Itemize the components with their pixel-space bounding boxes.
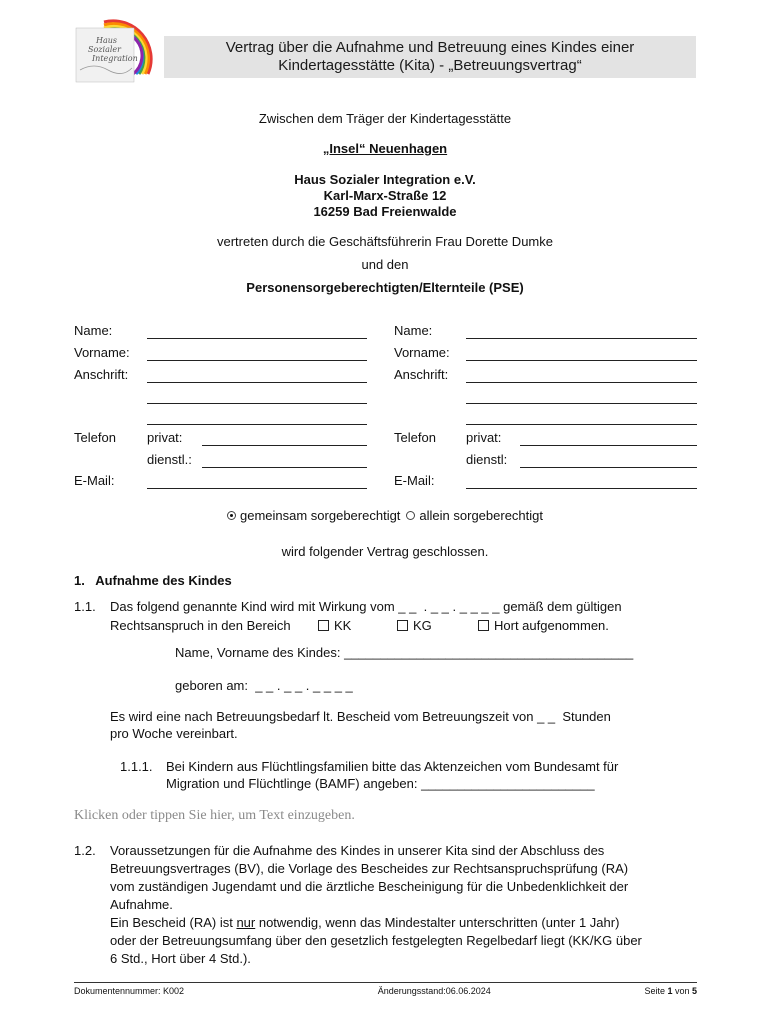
- page-mid: von: [672, 986, 692, 996]
- revision-status: Änderungsstand:06.06.2024: [377, 986, 491, 996]
- checkbox-icon[interactable]: [478, 620, 489, 631]
- email-label-right: E-Mail:: [394, 473, 435, 488]
- name-label-left: Name:: [74, 323, 113, 338]
- logo-text-1: Haus: [96, 36, 118, 45]
- option-kk-label: KK: [334, 618, 352, 633]
- name-label-right: Name:: [394, 323, 433, 338]
- child-name-field[interactable]: Name, Vorname des Kindes: ________________________________________: [175, 645, 634, 660]
- email-label-left: E-Mail:: [74, 473, 115, 488]
- radio-checked-icon[interactable]: [227, 511, 236, 520]
- page-footer: [74, 982, 697, 996]
- privat-label-left: privat:: [147, 430, 183, 445]
- p111-number: 1.1.1.: [120, 759, 153, 774]
- custody-sole-option[interactable]: [406, 508, 543, 523]
- option-kk[interactable]: [318, 617, 351, 635]
- option-kg[interactable]: [397, 617, 432, 635]
- title-line-2: Kindertagesstätte (Kita) - „Betreuungsvertrag“: [278, 57, 582, 74]
- anschrift-label-right: Anschrift:: [394, 367, 449, 382]
- section-1-heading: 1. Aufnahme des Kindes: [74, 573, 232, 588]
- logo-text-3: Integration: [92, 54, 138, 63]
- p12-line-2: Betreuungsvertrages (BV), die Vorlage des Bescheides zur Rechtsanspruchsprüfung (RA): [110, 861, 629, 876]
- vorname-field-left[interactable]: [147, 360, 367, 361]
- document-number: Dokumentennummer: K002: [74, 986, 185, 996]
- logo-text-2: Sozialer: [88, 45, 121, 54]
- custody-sole-label: allein sorgeberechtigt: [419, 508, 543, 523]
- kita-name: „Insel“ Neuenhagen: [322, 141, 448, 156]
- anschrift-field-left-3[interactable]: [147, 424, 367, 425]
- p12-line-5: [110, 914, 700, 932]
- privat-field-left[interactable]: [202, 445, 367, 446]
- checkbox-icon[interactable]: [318, 620, 329, 631]
- vorname-label-left: Vorname:: [74, 345, 130, 360]
- p12-line-5-b: notwendig, wenn das Mindestalter unterschritten (unter 1 Jahr): [255, 915, 620, 930]
- p12-line-6: oder der Betreuungsumfang über den gesetzlich festgelegten Regelbedarf liegt (KK/KG über: [110, 933, 642, 948]
- name-field-right[interactable]: [466, 338, 697, 339]
- custody-radio-group: [0, 508, 770, 523]
- privat-label-right: privat:: [466, 430, 502, 445]
- page-prefix: Seite: [644, 986, 668, 996]
- dienstl-label-right: dienstl:: [466, 452, 508, 467]
- p12-line-3: vom zuständigen Jugendamt und die ärztliche Bescheinigung für die Unbedenklichkeit der: [110, 879, 629, 894]
- dienstl-field-right[interactable]: [520, 467, 697, 468]
- anschrift-field-right-3[interactable]: [466, 424, 697, 425]
- telefon-label-right: Telefon: [394, 430, 436, 445]
- anschrift-field-left-2[interactable]: [147, 403, 367, 404]
- page-number: [644, 986, 697, 996]
- p111-line-1: Bei Kindern aus Flüchtlingsfamilien bitte das Aktenzeichen vom Bundesamt für: [166, 759, 619, 774]
- p12-line-1: Voraussetzungen für die Aufnahme des Kindes in unserer Kita sind der Abschluss des: [110, 843, 605, 858]
- p12-line-7: 6 Std., Hort über 4 Std.).: [110, 951, 251, 966]
- org-street: Karl-Marx-Straße 12: [323, 188, 447, 203]
- and-text: und den: [361, 257, 409, 272]
- org-name: Haus Sozialer Integration e.V.: [294, 172, 476, 187]
- p111-line-2: Migration und Flüchtlinge (BAMF) angeben: ________________________: [166, 776, 595, 791]
- title-line-1: Vertrag über die Aufnahme und Betreuung eines Kindes einer: [225, 39, 635, 56]
- logo: [74, 14, 154, 86]
- text-placeholder-field[interactable]: Klicken oder tippen Sie hier, um Text einzugeben.: [74, 808, 355, 823]
- page-current: 1: [667, 986, 673, 996]
- org-city: 16259 Bad Freienwalde: [313, 204, 457, 219]
- custody-joint-option[interactable]: [227, 508, 400, 523]
- p11-line-2: Rechtsanspruch in den Bereich: [110, 618, 291, 633]
- hours-line-1: Es wird eine nach Betreuungsbedarf lt. Bescheid vom Betreuungszeit von _ _ Stunden: [110, 709, 611, 724]
- contract-line: wird folgender Vertrag geschlossen.: [281, 544, 489, 559]
- hours-line-2: pro Woche vereinbart.: [110, 726, 238, 741]
- intro-text: Zwischen dem Träger der Kindertagesstätte: [258, 111, 512, 126]
- page-total: 5: [691, 986, 697, 996]
- p12-number: 1.2.: [74, 843, 96, 858]
- anschrift-field-right-1[interactable]: [466, 382, 697, 383]
- represented-by: vertreten durch die Geschäftsführerin Frau Dorette Dumke: [217, 234, 553, 249]
- p12-line-5-nur: nur: [236, 915, 256, 930]
- birthdate-field[interactable]: geboren am: _ _ . _ _ . _ _ _ _: [175, 678, 353, 693]
- p12-line-4: Aufnahme.: [110, 897, 173, 912]
- option-hort-label: Hort aufgenommen.: [494, 618, 609, 633]
- option-kg-label: KG: [413, 618, 432, 633]
- anschrift-field-left-1[interactable]: [147, 382, 367, 383]
- email-field-left[interactable]: [147, 488, 367, 489]
- vorname-field-right[interactable]: [466, 360, 697, 361]
- option-hort[interactable]: [478, 617, 609, 635]
- telefon-label-left: Telefon: [74, 430, 116, 445]
- privat-field-right[interactable]: [520, 445, 697, 446]
- email-field-right[interactable]: [466, 488, 697, 489]
- checkbox-icon[interactable]: [397, 620, 408, 631]
- anschrift-field-right-2[interactable]: [466, 403, 697, 404]
- anschrift-label-left: Anschrift:: [74, 367, 129, 382]
- vorname-label-right: Vorname:: [394, 345, 450, 360]
- custody-joint-label: gemeinsam sorgeberechtigt: [240, 508, 401, 523]
- radio-unchecked-icon[interactable]: [406, 511, 415, 520]
- dienstl-label-left: dienstl.:: [147, 452, 192, 467]
- p11-number: 1.1.: [74, 599, 96, 614]
- p12-body: [110, 842, 700, 968]
- pse-heading: Personensorgeberechtigten/Elternteile (PSE): [246, 280, 524, 295]
- dienstl-field-left[interactable]: [202, 467, 367, 468]
- name-field-left[interactable]: [147, 338, 367, 339]
- p11-line-1: Das folgend genannte Kind wird mit Wirkung vom _ _ . _ _ . _ _ _ _ gemäß dem gültigen: [110, 599, 622, 614]
- p12-line-5-a: Ein Bescheid (RA) ist: [110, 915, 237, 930]
- title-band: [164, 36, 696, 78]
